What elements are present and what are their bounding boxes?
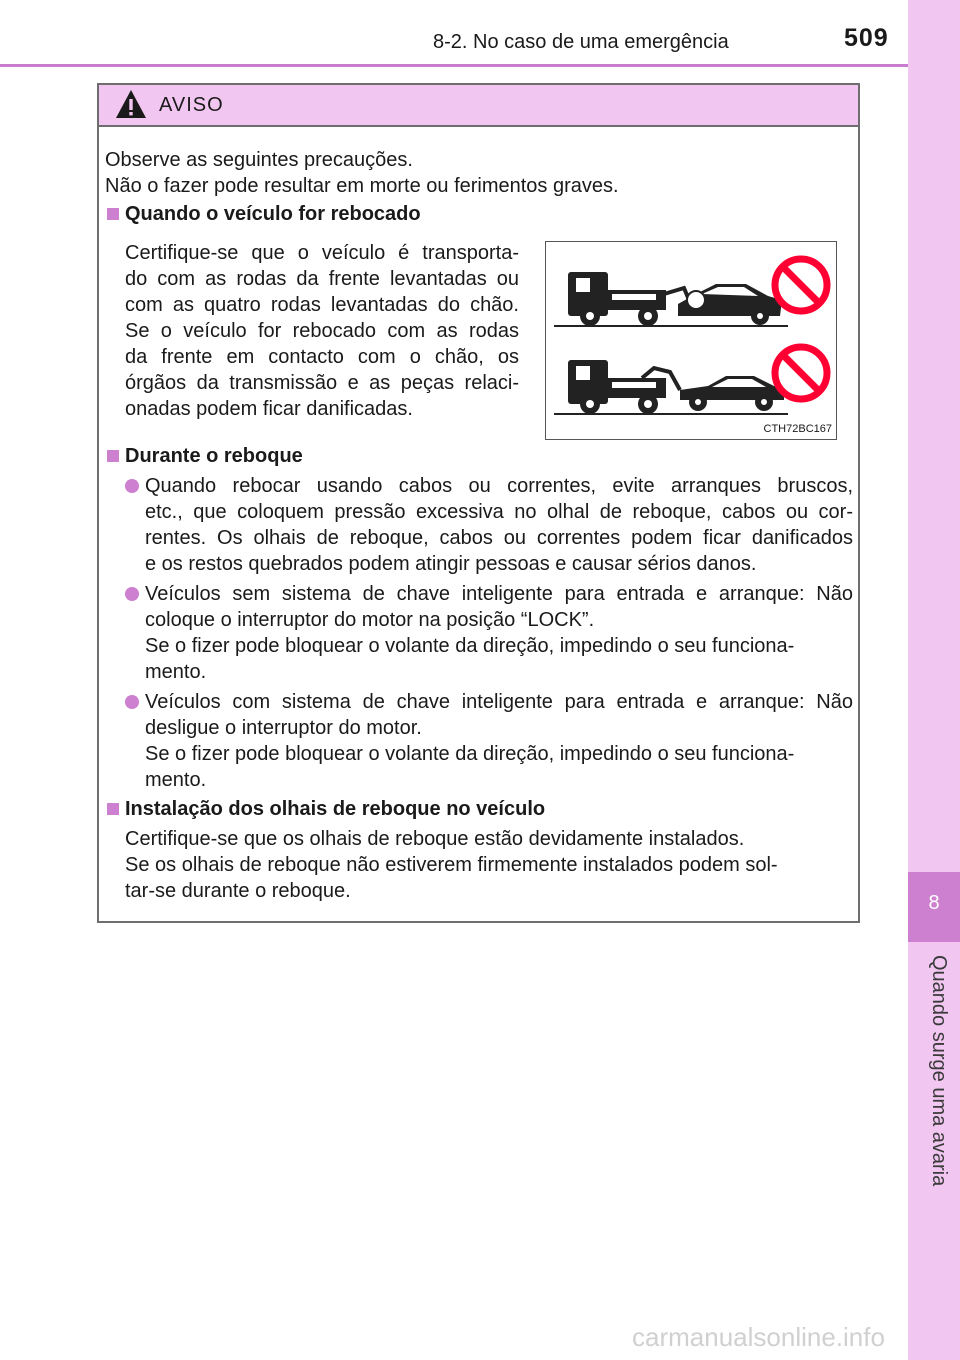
paragraph-line: Veículos com sistema de chave inteligente para entrada e arranque: Não (145, 691, 853, 713)
section-marker (107, 803, 119, 815)
paragraph-line: Se os olhais de reboque não estiverem firmemente instalados podem sol- (125, 854, 778, 876)
section-marker (107, 450, 119, 462)
paragraph-line: Veículos sem sistema de chave inteligente para entrada e arranque: Não (145, 583, 853, 605)
paragraph-line: mento. (145, 769, 207, 791)
paragraph-line: tar-se durante o reboque. (125, 880, 351, 902)
paragraph-line: Se o fizer pode bloquear o volante da direção, impedindo o seu funciona- (145, 743, 795, 765)
bullet-dot (125, 587, 139, 601)
paragraph-line: Quando rebocar usando cabos ou correntes, evite arranques bruscos, (145, 475, 853, 497)
chapter-title: Quando surge uma avaria (928, 955, 950, 1187)
warning-intro-2: Não o fazer pode resultar em morte ou ferimentos graves. (105, 175, 619, 197)
tow-scene-all-wheels (554, 347, 827, 414)
warning-box (97, 83, 860, 923)
paragraph-line: da frente em contacto com o chão, os (125, 346, 519, 368)
page-number: 509 (844, 24, 889, 52)
paragraph-line: desligue o interruptor do motor. (145, 717, 422, 739)
section-heading-tow-eyelet: Instalação dos olhais de reboque no veículo (125, 798, 546, 820)
warning-intro-1: Observe as seguintes precauções. (105, 149, 413, 171)
tow-truck-illustration (546, 242, 836, 422)
paragraph-line: Se o fizer pode bloquear o volante da direção, impedindo o seu funciona- (145, 635, 795, 657)
bullet-dot (125, 479, 139, 493)
chapter-number: 8 (928, 892, 940, 914)
paragraph-line: coloque o interruptor do motor na posição “LOCK”. (145, 609, 595, 631)
paragraph-line: Certifique-se que o veículo é transporta- (125, 242, 519, 264)
paragraph-line: etc., que coloquem pressão excessiva no olhal de reboque, cabos ou cor- (145, 501, 853, 523)
paragraph-line: mento. (145, 661, 207, 683)
paragraph-line: e os restos quebrados podem atingir pessoas e causar sérios danos. (145, 553, 757, 575)
section-marker (107, 208, 119, 220)
paragraph-line: Certifique-se que os olhais de reboque estão devidamente instalados. (125, 828, 745, 850)
header-rule (0, 64, 908, 67)
warning-triangle-icon (115, 88, 147, 120)
paragraph-line: Se o veículo for rebocado com as rodas (125, 320, 519, 342)
warning-header (99, 85, 858, 127)
warning-title: AVISO (159, 94, 224, 116)
watermark: carmanualsonline.info (632, 1322, 885, 1352)
paragraph-line: rentes. Os olhais de reboque, cabos ou correntes podem ficar danificados (145, 527, 853, 549)
tow-scene-front-wheels (554, 259, 827, 326)
towing-illustration (545, 241, 837, 440)
paragraph-line: com as quatro rodas levantadas do chão. (125, 294, 519, 316)
paragraph-line: onadas podem ficar danificadas. (125, 398, 413, 420)
section-heading-towed: Quando o veículo for rebocado (125, 203, 421, 225)
bullet-dot (125, 695, 139, 709)
section-title: 8-2. No caso de uma emergência (433, 31, 729, 53)
paragraph-line: do com as rodas da frente levantadas ou (125, 268, 519, 290)
section-heading-during-tow: Durante o reboque (125, 445, 303, 467)
paragraph-line: órgãos da transmissão e as peças relaci- (125, 372, 519, 394)
figure-code: CTH72BC167 (763, 423, 832, 435)
